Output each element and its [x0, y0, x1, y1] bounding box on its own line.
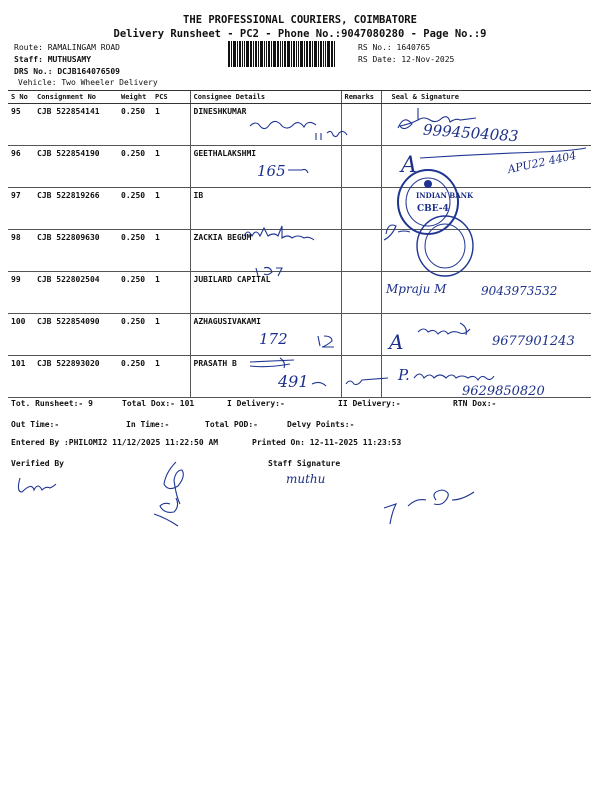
signature-scrawl	[316, 131, 347, 140]
weight-cell: 0.250	[118, 104, 152, 146]
route-label: Route: RAMALINGAM ROAD	[14, 43, 120, 52]
handwritten-phone: 9994504083	[422, 120, 519, 146]
rs-number: RS No.: 1640765	[358, 43, 431, 52]
signature-scrawl	[318, 336, 334, 347]
pcs-cell: 1	[152, 188, 190, 230]
verified-by-label: Verified By	[11, 459, 64, 468]
bank-logo-icon	[424, 180, 432, 188]
vehicle-label: Vehicle: Two Wheeler Delivery	[18, 78, 158, 87]
signature-scrawl	[256, 268, 282, 277]
pcs-cell: 1	[152, 356, 190, 398]
staff-signature-scrawl: muthu	[286, 472, 326, 486]
col-consignment: Consignment No	[34, 91, 118, 104]
consignment-cell: CJB 522802504	[34, 272, 118, 314]
signature-scrawl	[398, 108, 476, 129]
in-time: In Time:-	[126, 420, 170, 429]
pcs-cell: 1	[152, 230, 190, 272]
handwritten-number: 172	[259, 330, 288, 348]
rs-date: RS Date: 12-Nov-2025	[358, 55, 455, 64]
verifier-signature	[154, 514, 178, 526]
handwritten-initial: A	[401, 153, 417, 178]
pcs-cell: 1	[152, 104, 190, 146]
signature-scrawl	[288, 169, 308, 173]
signature-scrawl	[250, 358, 294, 368]
consignee-cell: ZACKIA BEGUM	[190, 230, 341, 272]
handwritten-phone: 9629850820	[462, 384, 545, 399]
sno-cell: 97	[8, 188, 34, 230]
runsheet-title: Delivery Runsheet - PC2 - Phone No.:9047080280 - Page No.:9	[113, 28, 487, 40]
weight-cell: 0.250	[118, 230, 152, 272]
pcs-cell: 1	[152, 314, 190, 356]
printed-on: Printed On: 12-11-2025 11:23:53	[252, 438, 402, 447]
total-dox: Total Dox:- 101	[122, 399, 195, 408]
col-weight: Weight	[118, 91, 152, 104]
col-consignee: Consignee Details	[190, 91, 341, 104]
consignee-cell: JUBILARD CAPITAL	[190, 272, 341, 314]
col-signature: Seal & Signature	[381, 91, 591, 104]
ii-delivery: II Delivery:-	[338, 399, 401, 408]
delvy-points: Delvy Points:-	[287, 420, 355, 429]
consignee-cell: AZHAGUSIVAKAMI	[190, 314, 341, 356]
handwritten-name: P.	[398, 366, 410, 384]
pcs-cell: 1	[152, 146, 190, 188]
col-remarks: Remarks	[341, 91, 381, 104]
handwritten-phone: 9043973532	[481, 284, 558, 298]
verifier-signature	[18, 478, 56, 492]
consignee-cell: GEETHALAKSHMI	[190, 146, 341, 188]
consignment-cell: CJB 522819266	[34, 188, 118, 230]
consignee-cell: PRASATH B	[190, 356, 341, 398]
out-time: Out Time:-	[11, 420, 60, 429]
consignee-cell: IB	[190, 188, 341, 230]
staff-signature-mark	[384, 490, 474, 524]
signature-scrawl	[384, 225, 410, 240]
drs-number: DRS No.: DCJB164076509	[14, 67, 120, 76]
consignment-cell: CJB 522854090	[34, 314, 118, 356]
handwritten-initial: A	[389, 330, 404, 354]
rtn-dox: RTN Dox:-	[453, 399, 497, 408]
consignment-cell: CJB 522893020	[34, 356, 118, 398]
pcs-cell: 1	[152, 272, 190, 314]
signature-scrawl	[244, 226, 314, 240]
signature-scrawl	[250, 121, 316, 128]
entered-by: Entered By :PHILOMI2 11/12/2025 11:22:50 AM	[11, 438, 219, 447]
col-pcs: PCS	[152, 91, 190, 104]
sno-cell: 95	[8, 104, 34, 146]
stamp-branch: CBE-4	[417, 204, 449, 214]
signature-scrawl	[414, 374, 494, 380]
consignment-cell: CJB 522854141	[34, 104, 118, 146]
company-name: THE PROFESSIONAL COURIERS, COIMBATORE	[183, 14, 417, 26]
weight-cell: 0.250	[118, 356, 152, 398]
i-delivery: I Delivery:-	[227, 399, 285, 408]
consignee-cell: DINESHKUMAR	[190, 104, 341, 146]
weight-cell: 0.250	[118, 146, 152, 188]
consignment-cell: CJB 522809630	[34, 230, 118, 272]
stamp-ring	[425, 224, 465, 268]
weight-cell: 0.250	[118, 188, 152, 230]
sno-cell: 101	[8, 356, 34, 398]
sno-cell: 96	[8, 146, 34, 188]
weight-cell: 0.250	[118, 314, 152, 356]
consignment-cell: CJB 522854190	[34, 146, 118, 188]
sno-cell: 100	[8, 314, 34, 356]
staff-label: Staff: MUTHUSAMY	[14, 55, 92, 64]
verifier-signature	[160, 462, 183, 512]
signature-scrawl	[312, 378, 388, 386]
handwritten-number: 165	[257, 162, 286, 180]
signature-scrawl	[418, 323, 470, 335]
stamp-bank-name: INDIAN BANK	[416, 191, 474, 200]
staff-signature-label: Staff Signature	[268, 459, 341, 468]
sno-cell: 99	[8, 272, 34, 314]
sno-cell: 98	[8, 230, 34, 272]
total-pod: Total POD:-	[205, 420, 258, 429]
col-sno: S No	[8, 91, 34, 104]
handwritten-code: APU22 4404	[506, 148, 578, 177]
handwritten-name: Mpraju M	[386, 282, 447, 296]
handwritten-phone: 9677901243	[492, 334, 575, 349]
handwritten-number: 491	[278, 372, 309, 391]
signature-scrawl	[420, 148, 586, 158]
weight-cell: 0.250	[118, 272, 152, 314]
total-runsheet: Tot. Runsheet:- 9	[11, 399, 93, 408]
